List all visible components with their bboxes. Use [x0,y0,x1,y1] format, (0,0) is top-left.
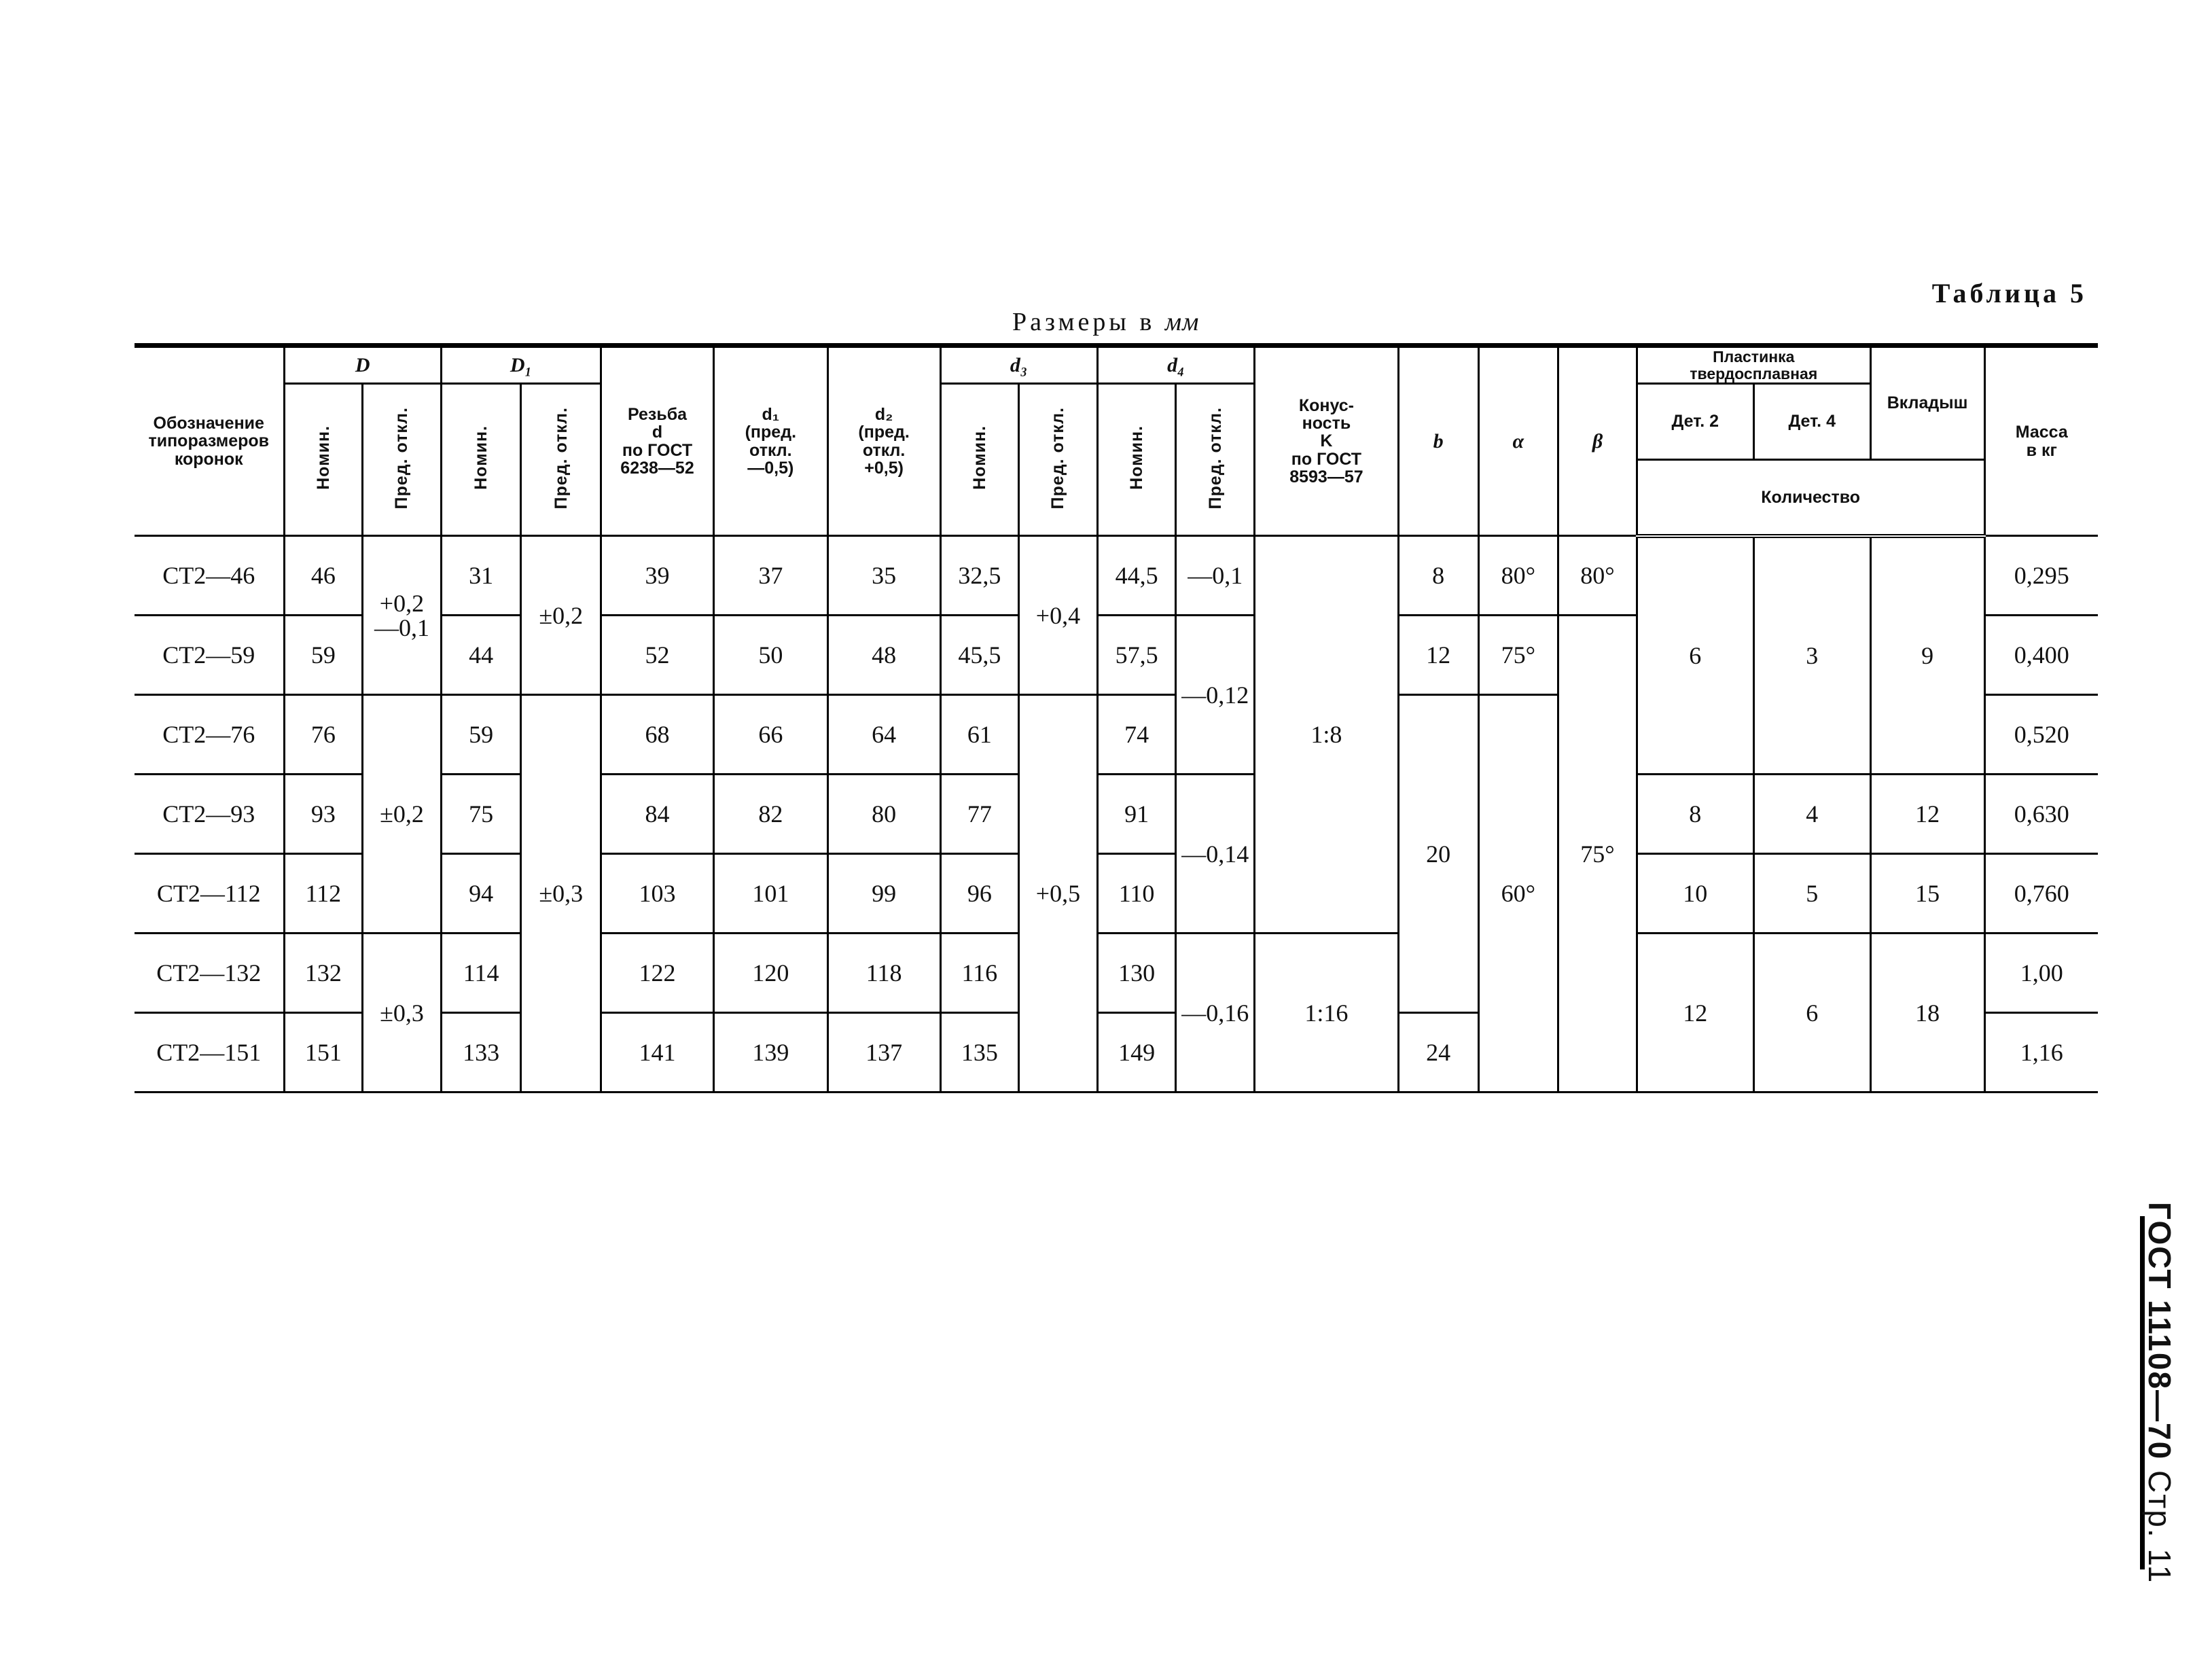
cell-taper: 1:8 [1255,536,1399,934]
cell-D1-nom: 44 [441,616,521,695]
cell-D-nom: 93 [284,775,363,854]
cell-mass: 0,630 [1984,775,2098,854]
header-D1-dev: Пред. откл. [521,384,601,536]
cell-d4-dev: —0,1 [1176,536,1255,616]
table-row [135,536,2098,616]
cell-thread: 68 [601,695,714,775]
cell-D-nom: 132 [284,934,363,1013]
cell-D1-nom: 133 [441,1013,521,1092]
cell-b: 8 [1398,536,1478,616]
cell-d1: 66 [713,695,827,775]
cell-d4-dev: —0,12 [1176,616,1255,775]
cell-D1-nom: 114 [441,934,521,1013]
cell-D-dev: ±0,2 [363,695,442,934]
cell-mass: 1,16 [1984,1013,2098,1092]
cell-d1: 82 [713,775,827,854]
header-thread: Резьба d по ГОСТ 6238—52 [601,346,714,536]
cell-D-dev-lower: —0,1 [374,614,429,641]
cell-d3-nom: 61 [940,695,1019,775]
cell-d4-dev: —0,14 [1176,775,1255,934]
cell-b: 12 [1398,616,1478,695]
cell-d3-nom: 116 [940,934,1019,1013]
cell-d3-nom: 96 [940,854,1019,934]
header-insert: Вкладыш [1870,346,1984,460]
cell-d1: 50 [713,616,827,695]
cell-D1-nom: 59 [441,695,521,775]
header-mass: Масса в кг [1984,346,2098,536]
cell-beta: 75° [1558,616,1637,1092]
cell-thread: 141 [601,1013,714,1092]
side-stamp-text [2141,1202,2178,1584]
cell-insert: 9 [1870,536,1984,775]
header-d4: d₄ [1097,346,1254,384]
cell-b: 20 [1398,695,1478,1013]
cell-D1-dev: ±0,2 [521,536,601,695]
cell-d2: 35 [827,536,940,616]
cell-insert: 18 [1870,934,1984,1092]
cell-d3-nom: 32,5 [940,536,1019,616]
cell-D-dev [363,536,442,695]
cell-designation: СТ2—93 [135,775,284,854]
cell-det4: 3 [1753,536,1870,775]
cell-d1: 101 [713,854,827,934]
header-designation: Обозначение типоразмеров коронок [135,346,284,536]
header-plate: Пластинка твердосплавная [1637,346,1870,384]
cell-d2: 137 [827,1013,940,1092]
cell-alpha: 60° [1478,695,1558,1092]
header-d2: d₂ (пред. откл. +0,5) [827,346,940,536]
cell-thread: 103 [601,854,714,934]
cell-designation: СТ2—112 [135,854,284,934]
cell-mass: 0,295 [1984,536,2098,616]
cell-alpha: 75° [1478,616,1558,695]
cell-d3-dev: +0,5 [1019,695,1098,1092]
header-quantity: Количество [1637,460,1984,536]
cell-insert: 15 [1870,854,1984,934]
cell-designation: СТ2—59 [135,616,284,695]
cell-mass: 0,760 [1984,854,2098,934]
cell-det4: 6 [1753,934,1870,1092]
cell-d1: 120 [713,934,827,1013]
cell-d4-nom: 74 [1097,695,1176,775]
cell-d2: 118 [827,934,940,1013]
cell-b: 24 [1398,1013,1478,1092]
cell-D-nom: 112 [284,854,363,934]
cell-D-nom: 59 [284,616,363,695]
units-label-unit: мм [1164,308,1200,336]
side-stamp-page: Стр. 11 [2142,1470,2177,1584]
cell-thread: 39 [601,536,714,616]
cell-d2: 99 [827,854,940,934]
cell-D-dev: ±0,3 [363,934,442,1092]
table-row [135,934,2098,1013]
cell-beta: 80° [1558,536,1637,616]
header-d3-dev: Пред. откл. [1019,384,1098,536]
cell-d2: 64 [827,695,940,775]
units-label-text: Размеры в [1012,308,1156,336]
cell-D-nom: 76 [284,695,363,775]
cell-D1-nom: 94 [441,854,521,934]
dimensions-table [135,343,2098,1093]
cell-d3-nom: 45,5 [940,616,1019,695]
cell-d3-nom: 77 [940,775,1019,854]
cell-d4-nom: 149 [1097,1013,1176,1092]
header-d3: d₃ [940,346,1097,384]
cell-designation: СТ2—76 [135,695,284,775]
header-beta: β [1558,346,1637,536]
cell-D-nom: 151 [284,1013,363,1092]
units-label [1012,307,1199,337]
header-d4-nom: Номин. [1097,384,1176,536]
cell-mass: 0,400 [1984,616,2098,695]
header-alpha: α [1478,346,1558,536]
side-stamp-code: ГОСТ 11108—70 [2142,1201,2177,1461]
cell-thread: 84 [601,775,714,854]
cell-det2: 12 [1637,934,1753,1092]
cell-D1-dev: ±0,3 [521,695,601,1092]
header-d4-dev: Пред. откл. [1176,384,1255,536]
header-taper: Конус- ность K по ГОСТ 8593—57 [1255,346,1399,536]
header-det4: Дет. 4 [1753,384,1870,460]
cell-D-nom: 46 [284,536,363,616]
cell-d4-dev: —0,16 [1176,934,1255,1092]
cell-d4-nom: 130 [1097,934,1176,1013]
cell-D1-nom: 31 [441,536,521,616]
side-stamp [2140,1201,2177,1584]
cell-det2: 8 [1637,775,1753,854]
header-det2: Дет. 2 [1637,384,1753,460]
cell-d4-nom: 44,5 [1097,536,1176,616]
cell-alpha: 80° [1478,536,1558,616]
cell-taper: 1:16 [1255,934,1399,1092]
cell-designation: СТ2—132 [135,934,284,1013]
cell-designation: СТ2—151 [135,1013,284,1092]
cell-d2: 48 [827,616,940,695]
cell-d4-nom: 110 [1097,854,1176,934]
cell-det4: 5 [1753,854,1870,934]
table-label: Таблица 5 [1931,278,2087,308]
cell-d2: 80 [827,775,940,854]
cell-D-dev-upper: +0,2 [379,589,425,617]
header-d3-nom: Номин. [940,384,1019,536]
header-D1-nom: Номин. [441,384,521,536]
cell-thread: 122 [601,934,714,1013]
header-d1: d₁ (пред. откл. —0,5) [713,346,827,536]
header-b: b [1398,346,1478,536]
header-D: D [284,346,441,384]
cell-det2: 6 [1637,536,1753,775]
cell-det2: 10 [1637,854,1753,934]
cell-d3-dev: +0,4 [1019,536,1098,695]
header-D-dev: Пред. откл. [363,384,442,536]
cell-insert: 12 [1870,775,1984,854]
header-D1: D₁ [441,346,601,384]
cell-thread: 52 [601,616,714,695]
cell-mass: 0,520 [1984,695,2098,775]
cell-mass: 1,00 [1984,934,2098,1013]
cell-designation: СТ2—46 [135,536,284,616]
cell-d4-nom: 91 [1097,775,1176,854]
cell-D1-nom: 75 [441,775,521,854]
cell-det4: 4 [1753,775,1870,854]
cell-d1: 37 [713,536,827,616]
header-D-nom: Номин. [284,384,363,536]
cell-d1: 139 [713,1013,827,1092]
cell-d3-nom: 135 [940,1013,1019,1092]
cell-d4-nom: 57,5 [1097,616,1176,695]
